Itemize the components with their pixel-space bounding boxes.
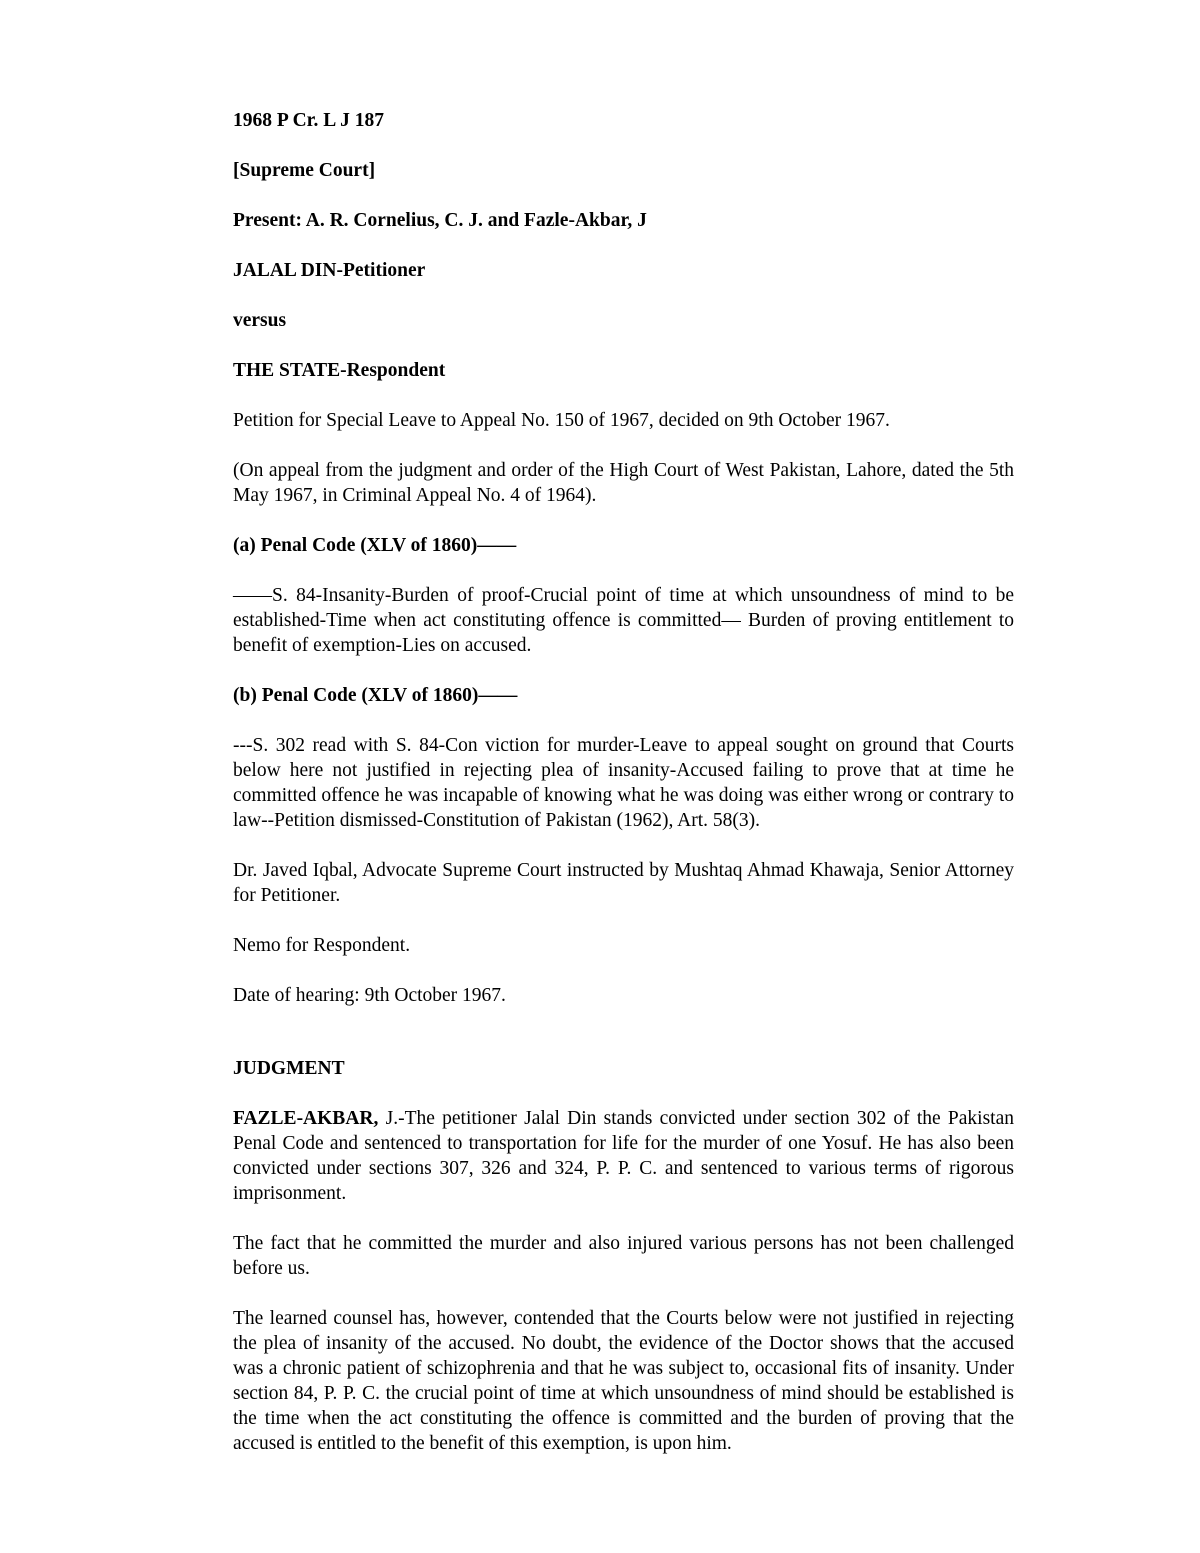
document-page [233, 108, 1014, 1456]
judgment-paragraph-2: The fact that he committed the murder and also injured various persons has not been challenged before us. [233, 1233, 1014, 1279]
court-name: [Supreme Court] [233, 160, 376, 181]
hearing-date: Date of hearing: 9th October 1967. [233, 985, 506, 1006]
headnote-a-text: ——S. 84-Insanity-Burden of proof-Crucial point of time at which unsoundness of mind to be established-Time when act constituting offence is committed— Burden of proving entitlement to benefit of exemption-Lies on accused. [233, 585, 1014, 656]
counsel-respondent: Nemo for Respondent. [233, 935, 411, 956]
petition-line: Petition for Special Leave to Appeal No. 150 of 1967, decided on 9th October 1967. [233, 410, 890, 431]
judgment-heading: JUDGMENT [233, 1058, 345, 1079]
judgment-paragraph-1 [233, 1106, 1014, 1206]
bench-present: Present: A. R. Cornelius, C. J. and Fazle-Akbar, J [233, 210, 647, 231]
respondent: THE STATE-Respondent [233, 360, 446, 381]
headnote-b-text: ---S. 302 read with S. 84-Con viction for murder-Leave to appeal sought on ground that Courts below here not justified in rejecting plea of insanity-Accused failing to prove that at time he committed offence he was incapable of knowing what he was doing was either wrong or contrary to law--Petition dismissed-Constitution of Pakistan (1962), Art. 58(3). [233, 735, 1014, 831]
judgment-paragraph-3: The learned counsel has, however, contended that the Courts below were not justified in rejecting the plea of insanity of the accused. No doubt, the evidence of the Doctor shows that the accused was a chronic patient of schizophrenia and that he was subject to, occasional fits of insanity. Under section 84, P. P. C. the crucial point of time at which unsoundness of mind should be established is the time when the act constituting the offence is committed and the burden of proving that the accused is entitled to the benefit of this exemption, is upon him. [233, 1308, 1014, 1454]
petitioner: JALAL DIN-Petitioner [233, 260, 426, 281]
headnote-b-title: (b) Penal Code (XLV of 1860)—— [233, 685, 518, 706]
judge-name: FAZLE-AKBAR, [233, 1108, 379, 1129]
headnote-a-title: (a) Penal Code (XLV of 1860)—— [233, 535, 517, 556]
judgment-paragraph-1-text: J.-The petitioner Jalal Din stands convicted under section 302 of the Pakistan Penal Code and sentenced to transportation for life for the murder of one Yosuf. He has also been convicted under sections 307, 326 and 324, P. P. C. and sentenced to various terms of rigorous imprisonment. [233, 1108, 1014, 1204]
appeal-note: (On appeal from the judgment and order of the High Court of West Pakistan, Lahore, dated the 5th May 1967, in Criminal Appeal No. 4 of 1964). [233, 460, 1014, 506]
versus: versus [233, 310, 287, 331]
citation: 1968 P Cr. L J 187 [233, 110, 384, 131]
counsel-petitioner: Dr. Javed Iqbal, Advocate Supreme Court instructed by Mushtaq Ahmad Khawaja, Senior Attorney for Petitioner. [233, 860, 1014, 906]
